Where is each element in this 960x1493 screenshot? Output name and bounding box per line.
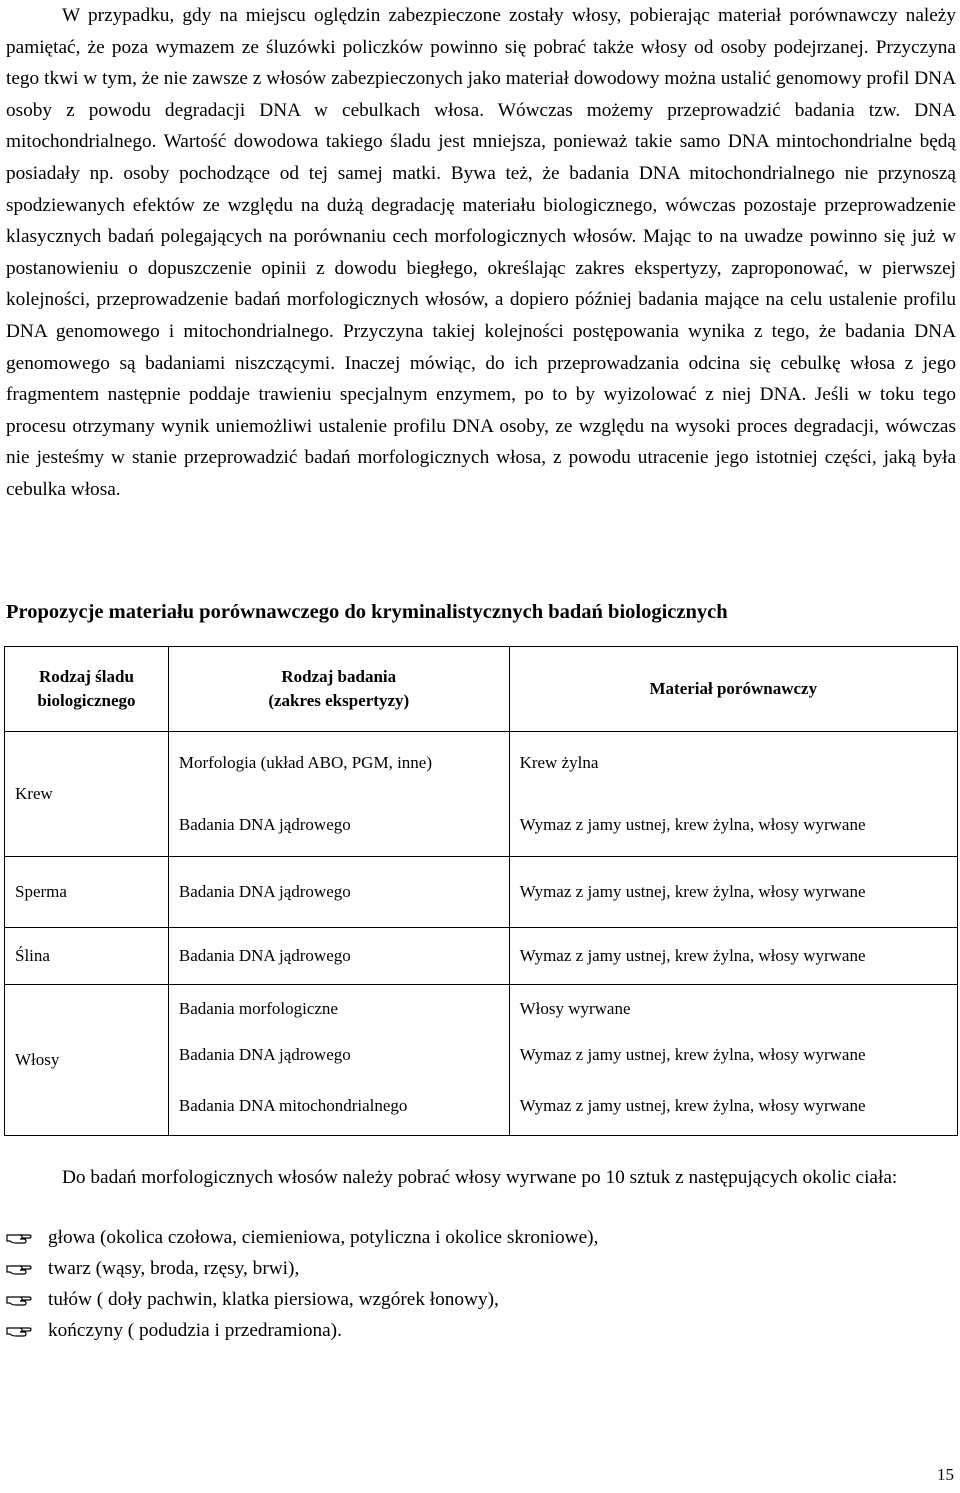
pointing-hand-icon	[6, 1292, 32, 1308]
header-test-line2: (zakres ekspertyzy)	[268, 691, 410, 710]
list-item	[6, 1284, 946, 1315]
list-item-text: kończyny ( podudzia i przedramiona).	[48, 1320, 342, 1341]
header-test-type	[168, 647, 509, 732]
test-cell: Badania DNA jądrowego	[168, 1032, 509, 1077]
header-trace-type	[5, 647, 169, 732]
material-cell: Wymaz z jamy ustnej, krew żylna, włosy wyrwane	[509, 928, 957, 985]
list-item	[6, 1315, 946, 1346]
trace-cell-sperma: Sperma	[5, 857, 169, 928]
material-cell: Włosy wyrwane	[509, 985, 957, 1033]
test-cell: Badania DNA jądrowego	[168, 928, 509, 985]
header-trace-line1: Rodzaj śladu	[38, 667, 134, 686]
pointing-hand-icon	[6, 1230, 32, 1246]
list-item	[6, 1253, 946, 1284]
material-cell: Wymaz z jamy ustnej, krew żylna, włosy wyrwane	[509, 1077, 957, 1135]
table-row	[5, 928, 958, 985]
list-item	[6, 1222, 946, 1253]
trace-cell-slina: Ślina	[5, 928, 169, 985]
table-row	[5, 732, 958, 795]
test-cell: Morfologia (układ ABO, PGM, inne)	[168, 732, 509, 795]
test-cell: Badania morfologiczne	[168, 985, 509, 1033]
comparison-material-table	[4, 646, 958, 1136]
page-number: 15	[937, 1465, 954, 1484]
test-cell: Badania DNA jądrowego	[168, 794, 509, 857]
body-region-list	[6, 1222, 946, 1346]
pointing-hand-icon	[6, 1261, 32, 1277]
header-trace-line2: biologicznego	[37, 691, 136, 710]
table-row	[5, 857, 958, 928]
list-item-text: głowa (okolica czołowa, ciemieniowa, potyliczna i okolice skroniowe),	[48, 1227, 599, 1248]
section-heading: Propozycje materiału porównawczego do kryminalistycznych badań biologicznych	[6, 601, 728, 623]
table-row	[5, 985, 958, 1033]
material-cell: Wymaz z jamy ustnej, krew żylna, włosy wyrwane	[509, 794, 957, 857]
pointing-hand-icon	[6, 1323, 32, 1339]
material-cell: Wymaz z jamy ustnej, krew żylna, włosy wyrwane	[509, 1032, 957, 1077]
list-item-text: tułów ( doły pachwin, klatka piersiowa, wzgórek łonowy),	[48, 1289, 499, 1310]
material-cell: Krew żylna	[509, 732, 957, 795]
test-cell: Badania DNA jądrowego	[168, 857, 509, 928]
body-paragraph-2: Do badań morfologicznych włosów należy pobrać włosy wyrwane po 10 sztuk z następujących okolic ciała:	[62, 1167, 898, 1188]
header-material: Materiał porównawczy	[509, 647, 957, 732]
table-header-row	[5, 647, 958, 732]
material-cell: Wymaz z jamy ustnej, krew żylna, włosy wyrwane	[509, 857, 957, 928]
trace-cell-krew: Krew	[5, 732, 169, 857]
trace-cell-wlosy: Włosy	[5, 985, 169, 1136]
header-test-line1: Rodzaj badania	[281, 667, 397, 686]
list-item-text: twarz (wąsy, broda, rzęsy, brwi),	[48, 1258, 300, 1279]
test-cell: Badania DNA mitochondrialnego	[168, 1077, 509, 1135]
body-paragraph: W przypadku, gdy na miejscu oględzin zabezpieczone zostały włosy, pobierając materiał porównawczy należy pamiętać, że poza wymazem ze śluzówki policzków powinno się pobrać także włosy od osoby podejrzanej. Przyczyna tego tkwi w tym, że nie zawsze z włosów zabezpieczonych jako materiał dowodowy można ustalić genomowy profil DNA osoby z powodu degradacji DNA w cebulkach włosa. Wówczas możemy przeprowadzić badania tzw. DNA mitochondrialnego. Wartość dowodowa takiego śladu jest mniejsza, ponieważ takie samo DNA mintochondrialne będą posiadały np. osoby pochodzące od tej samej matki. Bywa też, że badania DNA mitochondrialnego nie przynoszą spodziewanych efektów ze względu na dużą degradację materiału biologicznego, wówczas pozostaje przeprowadzenie klasycznych badań polegających na porównaniu cech morfologicznych włosów. Mając to na uwadze powinno się już w postanowieniu o dopuszczenie opinii z dowodu biegłego, określając zakres ekspertyzy, zaproponować, w pierwszej kolejności, przeprowadzenie badań morfologicznych włosów, a dopiero później badania mające na celu ustalenie profilu DNA genomowego i mitochondrialnego. Przyczyna takiej kolejności postępowania wynika z tego, że badania DNA genomowego są badaniami niszczącymi. Inaczej mówiąc, do ich przeprowadzania odcina się cebulkę włosa z jego fragmentem następnie poddaje trawieniu specjalnym enzymem, po to by wyizolować z niej DNA. Jeśli w toku tego procesu otrzymany wynik uniemożliwi ustalenie profilu DNA osoby, ze względu na wysoki proces degradacji, wówczas nie jesteśmy w stanie przeprowadzić badań morfologicznych włosa, z powodu utracenie jego istotniej części, jaką była cebulka włosa.	[6, 5, 956, 500]
